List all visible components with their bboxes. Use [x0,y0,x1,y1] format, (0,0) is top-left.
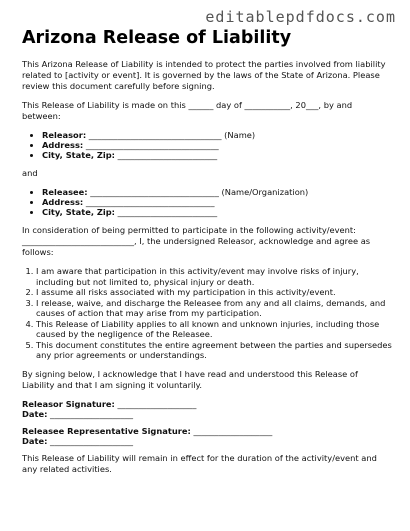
releasor-signature-field[interactable]: ___________________ [117,398,197,409]
term-item: 2. I assume all risks associated with my participation in this activity/event. [36,287,392,298]
document-title: Arizona Release of Liability [22,28,292,48]
releasee-date-row [22,436,392,446]
releasor-address-label: Address: [42,140,84,150]
releasor-city-field[interactable]: ________________________ [117,150,218,160]
releasor-signature-block [22,399,392,419]
releasor-fields [22,130,392,160]
term-item: 3. I release, waive, and discharge the Releasee from any and all claims, demands, and causes of action that may arise from my participation. [36,298,392,319]
releasee-address-label: Address: [42,197,84,207]
releasee-city-field[interactable]: ________________________ [117,207,218,217]
releasee-date-field[interactable]: ____________________ [50,435,134,446]
releasor-name-field[interactable]: ________________________________ [88,130,222,140]
consideration-paragraph: In consideration of being permitted to participate in the following activity/event: ___________________________, I, the undersigned Releasor, acknowledge and agree as follows: [22,225,371,257]
intro-paragraph: This Arizona Release of Liability is intended to protect the parties involved from liability related to [activity or event]. It is governed by the laws of the State of Arizona. Please review this document carefully before signing. [22,59,386,91]
releasee-signature-row [22,426,392,436]
releasor-signature-label: Releasor Signature: [22,398,115,409]
releasee-name-label: Releasee: [42,187,88,197]
releasor-name-label: Releasor: [42,130,87,140]
signing-paragraph: By signing below, I acknowledge that I have read and understood this Release of Liability and that I am signing it voluntarily. [22,368,358,390]
releasee-signature-field[interactable]: ___________________ [193,425,273,436]
releasee-city-label: City, State, Zip: [42,207,115,217]
and-text: and [22,168,38,178]
term-item: 4. This Release of Liability applies to all known and unknown injuries, including those caused by the negligence of the Releasee. [36,319,392,340]
releasor-signature-row [22,399,392,409]
term-item: 1. I am aware that participation in this activity/event may involve risks of injury, including but not limited to, physical injury or death. [36,266,392,287]
releasee-name-row [42,187,392,197]
releasee-name-suffix: (Name/Organization) [221,187,309,197]
releasor-address-row [42,140,392,150]
releasee-fields [22,187,392,217]
terms-list [22,266,392,361]
releasor-date-row [22,409,392,419]
term-item: 5. This document constitutes the entire agreement between the parties and supersedes any prior agreements or understandings. [36,340,392,361]
releasor-date-label: Date: [22,408,48,419]
releasor-city-label: City, State, Zip: [42,150,115,160]
releasee-name-field[interactable]: _______________________________ [90,187,219,197]
releasee-city-row [42,207,392,217]
closing-paragraph: This Release of Liability will remain in effect for the duration of the activity/event and any related activities. [22,452,377,474]
watermark: editablepdfdocs.com [205,8,396,26]
releasee-signature-block [22,426,392,446]
releasee-address-field[interactable]: _______________________________ [85,197,215,207]
document-page [22,28,392,483]
releasor-address-field[interactable]: ________________________________ [85,140,219,150]
releasor-date-field[interactable]: ____________________ [50,408,134,419]
releasor-name-row [42,130,392,140]
releasor-city-row [42,150,392,160]
releasee-signature-label: Releasee Representative Signature: [22,425,191,436]
releasor-name-suffix: (Name) [224,130,256,140]
releasee-address-row [42,197,392,207]
releasee-date-label: Date: [22,435,48,446]
made-on-paragraph: This Release of Liability is made on this ______ day of ___________, 20___, by and between: [22,100,353,121]
